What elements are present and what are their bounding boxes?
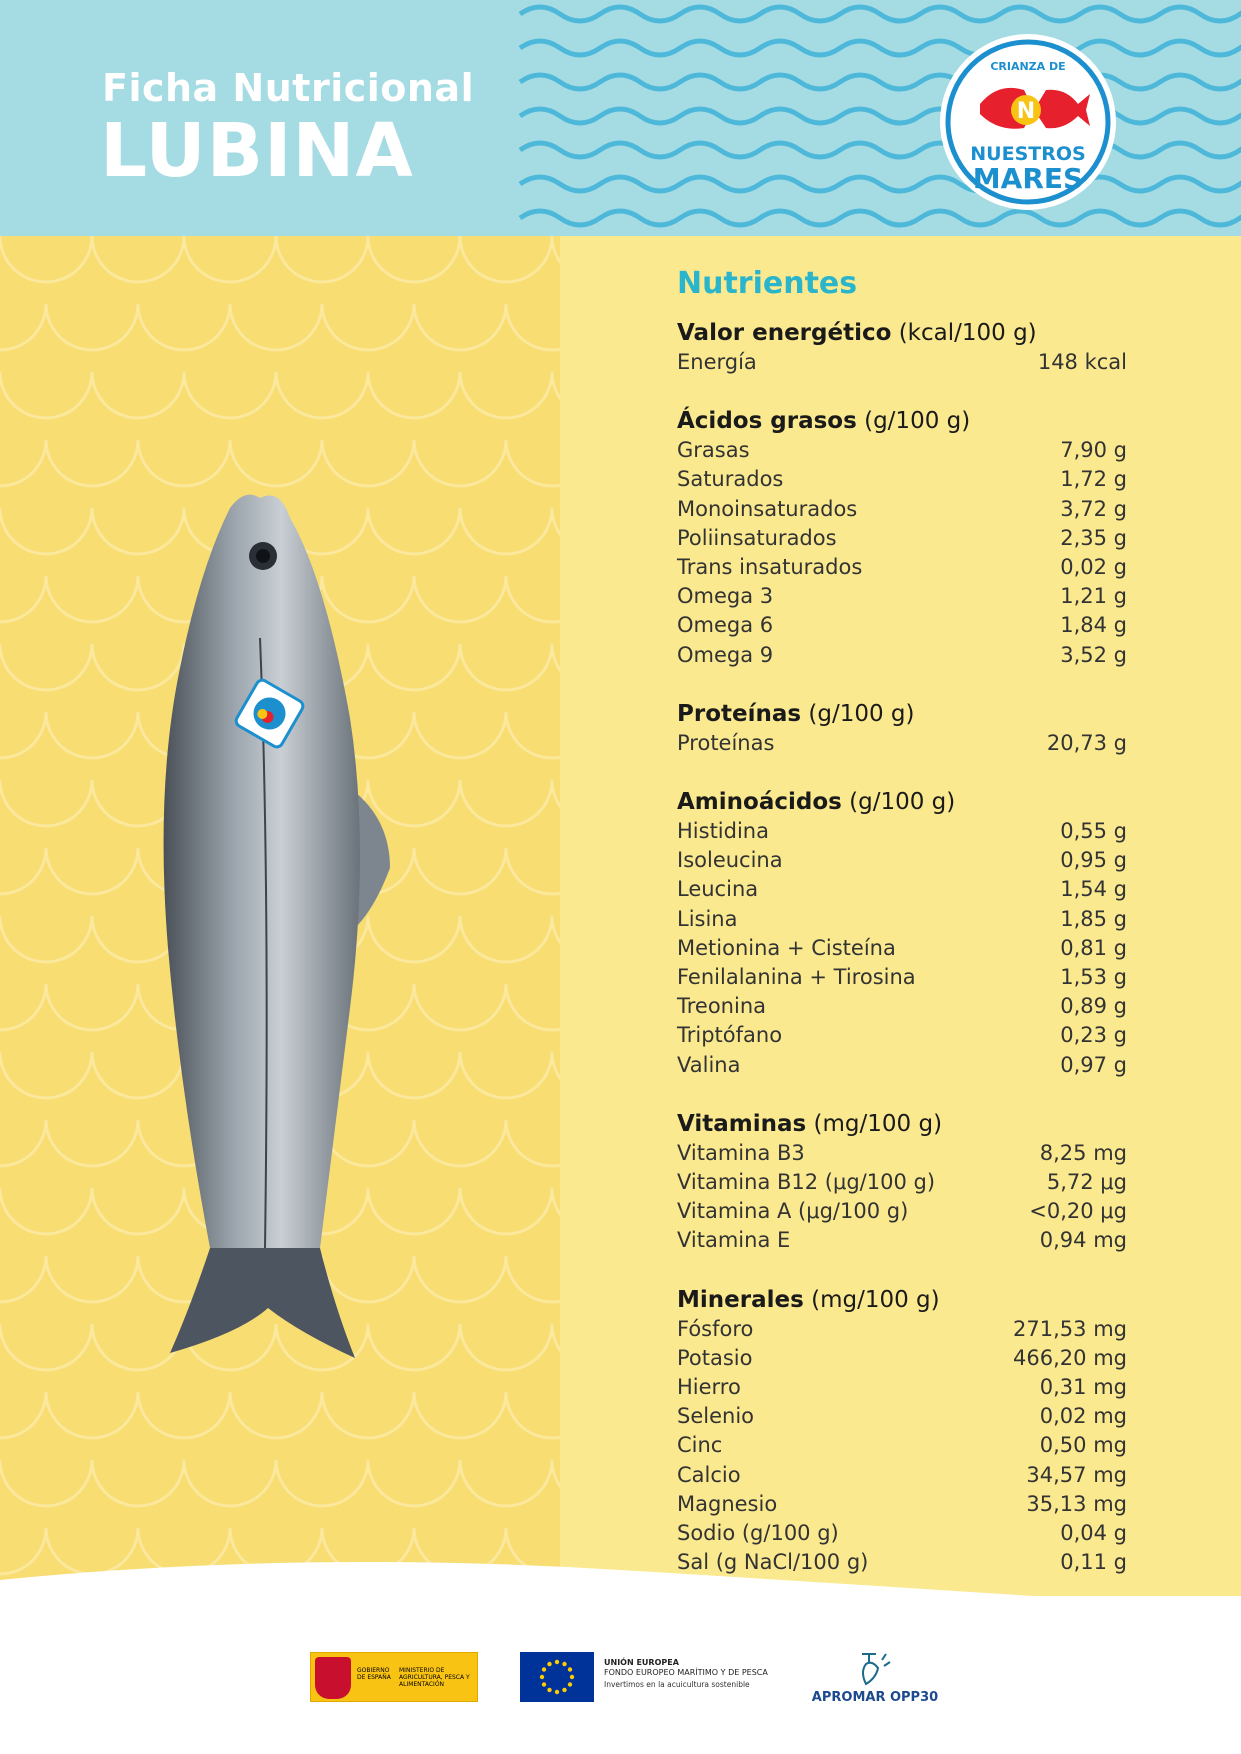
nutrient-section — [677, 406, 1127, 670]
scale-arc — [0, 780, 92, 826]
nutrient-row — [677, 1168, 1127, 1197]
nutrient-row — [677, 1344, 1127, 1373]
scale-arc — [368, 372, 460, 418]
scale-arc — [414, 1256, 506, 1302]
nutrient-row — [677, 524, 1127, 553]
scale-arc — [0, 576, 46, 622]
nutrient-row — [677, 1051, 1127, 1080]
nutrient-label: Lisina — [677, 906, 738, 931]
nutrient-row — [677, 1490, 1127, 1519]
nutrient-value: 1,54 g — [1060, 877, 1127, 902]
scale-arc — [506, 712, 560, 758]
scale-arc — [368, 236, 460, 282]
nutrient-row — [677, 875, 1127, 904]
scale-arc — [460, 1460, 552, 1506]
eu-star-icon — [547, 1688, 551, 1692]
scale-arc — [92, 372, 184, 418]
nutrient-value: 0,11 g — [1060, 1550, 1127, 1575]
wave-line — [520, 41, 1241, 55]
wave-line — [520, 7, 1241, 21]
nutrient-row — [677, 1431, 1127, 1460]
nutrient-row — [677, 1402, 1127, 1431]
apromar-fish-icon — [810, 1650, 940, 1688]
scale-arc — [46, 984, 138, 1030]
scale-arc — [276, 1460, 368, 1506]
scale-arc — [460, 508, 552, 554]
scale-arc — [552, 236, 560, 282]
scale-arc — [414, 984, 506, 1030]
scale-arc — [552, 916, 560, 962]
scale-arc — [506, 1120, 560, 1166]
section-name: Minerales — [677, 1286, 804, 1313]
scale-arc — [46, 304, 138, 350]
nutrient-label: Vitamina B12 (μg/100 g) — [677, 1170, 936, 1195]
nutrient-label: Valina — [677, 1052, 741, 1077]
nutrient-label: Calcio — [677, 1462, 741, 1487]
badge-line1: NUESTROS — [970, 143, 1086, 165]
nutrient-value: 3,72 g — [1060, 496, 1127, 521]
scale-arc — [0, 712, 46, 758]
nutrient-row — [677, 992, 1127, 1021]
nutrient-value: 1,72 g — [1060, 467, 1127, 492]
nutrient-value: 0,04 g — [1060, 1521, 1127, 1546]
scale-arc — [506, 984, 560, 1030]
nutrient-row — [677, 729, 1127, 758]
scale-arc — [552, 1052, 560, 1098]
nutrient-label: Vitamina A (μg/100 g) — [677, 1199, 909, 1224]
nutrient-value: 466,20 mg — [1013, 1345, 1127, 1370]
nutrient-label: Monoinsaturados — [677, 496, 858, 521]
scale-arc — [414, 304, 506, 350]
scale-arc — [276, 372, 368, 418]
nutrient-value: 0,81 g — [1060, 935, 1127, 960]
scale-arc — [46, 1120, 138, 1166]
scale-arc — [322, 440, 414, 486]
nutrient-value: 0,50 mg — [1039, 1433, 1127, 1458]
eu-slogan: Invertimos en la acuicultura sostenible — [604, 1680, 750, 1689]
spain-shield-icon — [315, 1657, 351, 1699]
nutrient-label: Metionina + Cisteína — [677, 935, 896, 960]
nutrient-row — [677, 1373, 1127, 1402]
nutrient-value: 148 kcal — [1037, 350, 1127, 374]
nutrient-row — [677, 934, 1127, 963]
section-heading — [677, 1109, 1127, 1139]
nutrient-value: 1,21 g — [1060, 584, 1127, 609]
scale-arc — [414, 1120, 506, 1166]
header-banner — [0, 0, 1241, 236]
nutrient-value: 0,02 g — [1060, 555, 1127, 580]
scale-arc — [0, 1324, 92, 1370]
nuestros-mares-badge — [938, 32, 1118, 212]
scale-arc — [552, 780, 560, 826]
scale-arc — [138, 304, 230, 350]
section-unit: (mg/100 g) — [811, 1286, 940, 1313]
scale-arc — [552, 508, 560, 554]
scale-arc — [552, 1188, 560, 1234]
nutrient-value: 7,90 g — [1060, 438, 1127, 463]
scale-arc — [184, 372, 276, 418]
badge-top-text: CRIANZA DE — [990, 60, 1066, 73]
eu-star-icon — [542, 1682, 546, 1686]
scale-arc — [0, 440, 46, 486]
section-name: Valor energético — [677, 320, 892, 346]
scale-arc — [322, 1392, 414, 1438]
scale-arc — [414, 1392, 506, 1438]
nutrient-label: Sal (g NaCl/100 g) — [677, 1550, 869, 1575]
scale-arc — [46, 440, 138, 486]
nutrient-label: Poliinsaturados — [677, 525, 837, 550]
nutrient-value: 0,31 mg — [1039, 1375, 1127, 1400]
nutrient-row — [677, 1197, 1127, 1226]
section-unit: (mg/100 g) — [813, 1110, 943, 1137]
nutrient-value: 271,53 mg — [1013, 1316, 1127, 1341]
wave-line — [520, 177, 1241, 191]
nutrient-value: 0,89 g — [1060, 994, 1127, 1019]
nutrient-label: Selenio — [677, 1404, 754, 1429]
nutrient-row — [677, 905, 1127, 934]
scale-arc — [184, 1460, 276, 1506]
scale-arc — [0, 304, 46, 350]
eu-star-icon — [568, 1682, 572, 1686]
nutrient-row — [677, 582, 1127, 611]
nutrient-label: Sodio (g/100 g) — [677, 1521, 839, 1546]
nutrient-label: Treonina — [677, 994, 767, 1019]
section-heading — [677, 1285, 1127, 1315]
section-name: Ácidos grasos — [677, 408, 857, 435]
nutrient-value: 5,72 μg — [1046, 1170, 1127, 1195]
scale-arc — [506, 576, 560, 622]
nutrient-label: Saturados — [677, 467, 784, 492]
apromar-logo — [810, 1650, 940, 1710]
nutrient-value: 35,13 mg — [1026, 1491, 1127, 1516]
nutrient-row — [677, 641, 1127, 670]
nutrient-label: Histidina — [677, 819, 769, 844]
scale-arc — [92, 1460, 184, 1506]
scale-arc — [0, 372, 92, 418]
scale-arc — [138, 440, 230, 486]
nutrient-label: Omega 9 — [677, 642, 774, 667]
scale-arc — [506, 1392, 560, 1438]
nutrient-label: Potasio — [677, 1345, 753, 1370]
scale-arc — [460, 372, 552, 418]
nutrient-label: Trans insaturados — [677, 555, 863, 580]
scale-arc — [368, 1460, 460, 1506]
ministerio-text: MINISTERIO DE AGRICULTURA, PESCA Y ALIMENTACIÓN — [399, 1667, 470, 1688]
scale-arc — [506, 1256, 560, 1302]
nutrient-label: Vitamina E — [677, 1228, 791, 1253]
scale-arc — [414, 576, 506, 622]
nutrient-row — [677, 846, 1127, 875]
nutrient-value: 8,25 mg — [1039, 1140, 1127, 1165]
nutrient-row — [677, 1315, 1127, 1344]
scale-arc — [230, 440, 322, 486]
section-heading — [677, 787, 1127, 817]
scale-arc — [506, 440, 560, 486]
nutrients-title: Nutrientes — [677, 266, 858, 301]
nutrient-section — [677, 787, 1127, 1080]
section-heading — [677, 318, 1127, 348]
section-unit: (g/100 g) — [849, 789, 956, 816]
section-name: Vitaminas — [677, 1110, 807, 1137]
nutrient-label: Vitamina B3 — [677, 1140, 805, 1165]
wave-line — [520, 75, 1241, 89]
nutrient-row — [677, 1021, 1127, 1050]
section-heading — [677, 406, 1127, 436]
nutrient-value: 0,55 g — [1060, 819, 1127, 844]
nutrient-row — [677, 553, 1127, 582]
scale-arc — [46, 1256, 138, 1302]
nutrient-value: 20,73 g — [1046, 730, 1127, 755]
nutrient-row — [677, 1461, 1127, 1490]
nutrient-value: 1,53 g — [1060, 965, 1127, 990]
eu-star-icon — [540, 1675, 544, 1679]
nutrient-label: Triptófano — [677, 1023, 783, 1048]
nutrient-value: 0,02 mg — [1039, 1404, 1127, 1429]
apromar-text: APROMAR OPP30 — [811, 1690, 939, 1705]
eu-star-icon — [555, 1690, 559, 1694]
eu-fund: FONDO EUROPEO MARÍTIMO Y DE PESCA — [604, 1668, 768, 1677]
nutrient-value: <0,20 μg — [1029, 1199, 1127, 1224]
scale-arc — [552, 644, 560, 690]
nutrient-row — [677, 348, 1127, 377]
nutrient-label: Isoleucina — [677, 848, 783, 873]
nutrient-row — [677, 1226, 1127, 1255]
scale-arc — [0, 1256, 46, 1302]
gobierno-text: GOBIERNO DE ESPAÑA — [357, 1667, 391, 1681]
section-unit: (kcal/100 g) — [898, 320, 1037, 346]
eu-star-icon — [562, 1688, 566, 1692]
wave-line — [520, 109, 1241, 123]
nutrient-row — [677, 436, 1127, 465]
scale-arc — [414, 440, 506, 486]
nutrient-value: 0,97 g — [1060, 1052, 1127, 1077]
nutrient-section — [677, 1109, 1127, 1256]
nutrient-value: 1,85 g — [1060, 906, 1127, 931]
scale-arc — [460, 236, 552, 282]
scale-arc — [506, 848, 560, 894]
nutrient-label: Fósforo — [677, 1316, 754, 1341]
nutrient-label: Cinc — [677, 1433, 723, 1458]
nutrient-section — [677, 318, 1127, 377]
scale-arc — [0, 1188, 92, 1234]
nutrient-label: Magnesio — [677, 1491, 778, 1516]
nutrient-row — [677, 817, 1127, 846]
scale-arc — [46, 712, 138, 758]
scale-arc — [0, 644, 92, 690]
scale-arc — [460, 644, 552, 690]
scale-arc — [46, 848, 138, 894]
scale-arc — [0, 848, 46, 894]
section-heading — [677, 699, 1127, 729]
page-subtitle: Ficha Nutricional — [102, 66, 475, 110]
eu-flag-icon — [520, 1652, 594, 1702]
footer — [0, 1610, 1241, 1754]
nutrient-label: Leucina — [677, 877, 759, 902]
scale-arc — [0, 984, 46, 1030]
scale-arc — [0, 916, 92, 962]
nutrient-value: 0,94 mg — [1039, 1228, 1127, 1253]
nutrient-row — [677, 465, 1127, 494]
scale-arc — [230, 304, 322, 350]
nutrient-label: Energía — [677, 350, 757, 374]
scale-arc — [414, 712, 506, 758]
scale-arc — [460, 1324, 552, 1370]
nutrient-value: 3,52 g — [1060, 642, 1127, 667]
scale-arc — [184, 236, 276, 282]
nutrient-value: 1,84 g — [1060, 613, 1127, 638]
nutrient-label: Grasas — [677, 438, 750, 463]
eu-star-icon — [562, 1662, 566, 1666]
scale-arc — [0, 1120, 46, 1166]
scale-arc — [460, 780, 552, 826]
nutrient-label: Proteínas — [677, 730, 775, 755]
scale-arc — [322, 304, 414, 350]
scale-arc — [460, 1052, 552, 1098]
eu-star-icon — [555, 1660, 559, 1664]
scale-arc — [460, 916, 552, 962]
scale-arc — [92, 236, 184, 282]
scale-arc — [0, 236, 92, 282]
section-unit: (g/100 g) — [808, 700, 915, 727]
scale-arc — [414, 848, 506, 894]
scale-arc — [46, 576, 138, 622]
scale-arc — [506, 304, 560, 350]
nutrient-section — [677, 699, 1127, 758]
eu-star-icon — [570, 1675, 574, 1679]
scale-arc — [138, 1392, 230, 1438]
scale-arc — [0, 1392, 46, 1438]
nutrient-label: Fenilalanina + Tirosina — [677, 965, 916, 990]
gobierno-espana-logo — [310, 1652, 478, 1702]
nutrient-value: 0,23 g — [1060, 1023, 1127, 1048]
scale-arc — [0, 1460, 92, 1506]
wave-line — [520, 211, 1241, 225]
nutrient-row — [677, 1139, 1127, 1168]
page-title: LUBINA — [100, 108, 414, 194]
nutrient-label: Omega 3 — [677, 584, 774, 609]
section-name: Proteínas — [677, 700, 802, 727]
nutrient-value: 2,35 g — [1060, 525, 1127, 550]
nutrient-row — [677, 963, 1127, 992]
eu-title: UNIÓN EUROPEA — [604, 1658, 679, 1667]
scale-arc — [552, 1460, 560, 1506]
nutrients-list — [677, 266, 1127, 1607]
scale-arc — [230, 1392, 322, 1438]
nutrient-label: Hierro — [677, 1375, 741, 1400]
eu-fund-text — [604, 1658, 804, 1692]
eu-star-icon — [547, 1662, 551, 1666]
scale-arc — [552, 1324, 560, 1370]
wave-line — [520, 143, 1241, 157]
scale-arc — [46, 1392, 138, 1438]
nutrient-label: Omega 6 — [677, 613, 774, 638]
svg-text:N: N — [1016, 99, 1036, 124]
nutrient-value: 34,57 mg — [1026, 1462, 1127, 1487]
scale-arc — [276, 236, 368, 282]
scale-arc — [0, 508, 92, 554]
nutrient-row — [677, 611, 1127, 640]
section-name: Aminoácidos — [677, 789, 842, 816]
eu-star-icon — [542, 1667, 546, 1671]
eu-star-icon — [568, 1667, 572, 1671]
nutrient-value: 0,95 g — [1060, 848, 1127, 873]
nutrient-section — [677, 1285, 1127, 1578]
scale-arc — [460, 1188, 552, 1234]
nutrient-row — [677, 495, 1127, 524]
scale-arc — [0, 1052, 92, 1098]
section-unit: (g/100 g) — [864, 408, 971, 435]
nutrient-row — [677, 1519, 1127, 1548]
scale-arc — [552, 372, 560, 418]
badge-line2: MARES — [972, 162, 1084, 195]
sea-bass-image — [150, 488, 400, 1368]
